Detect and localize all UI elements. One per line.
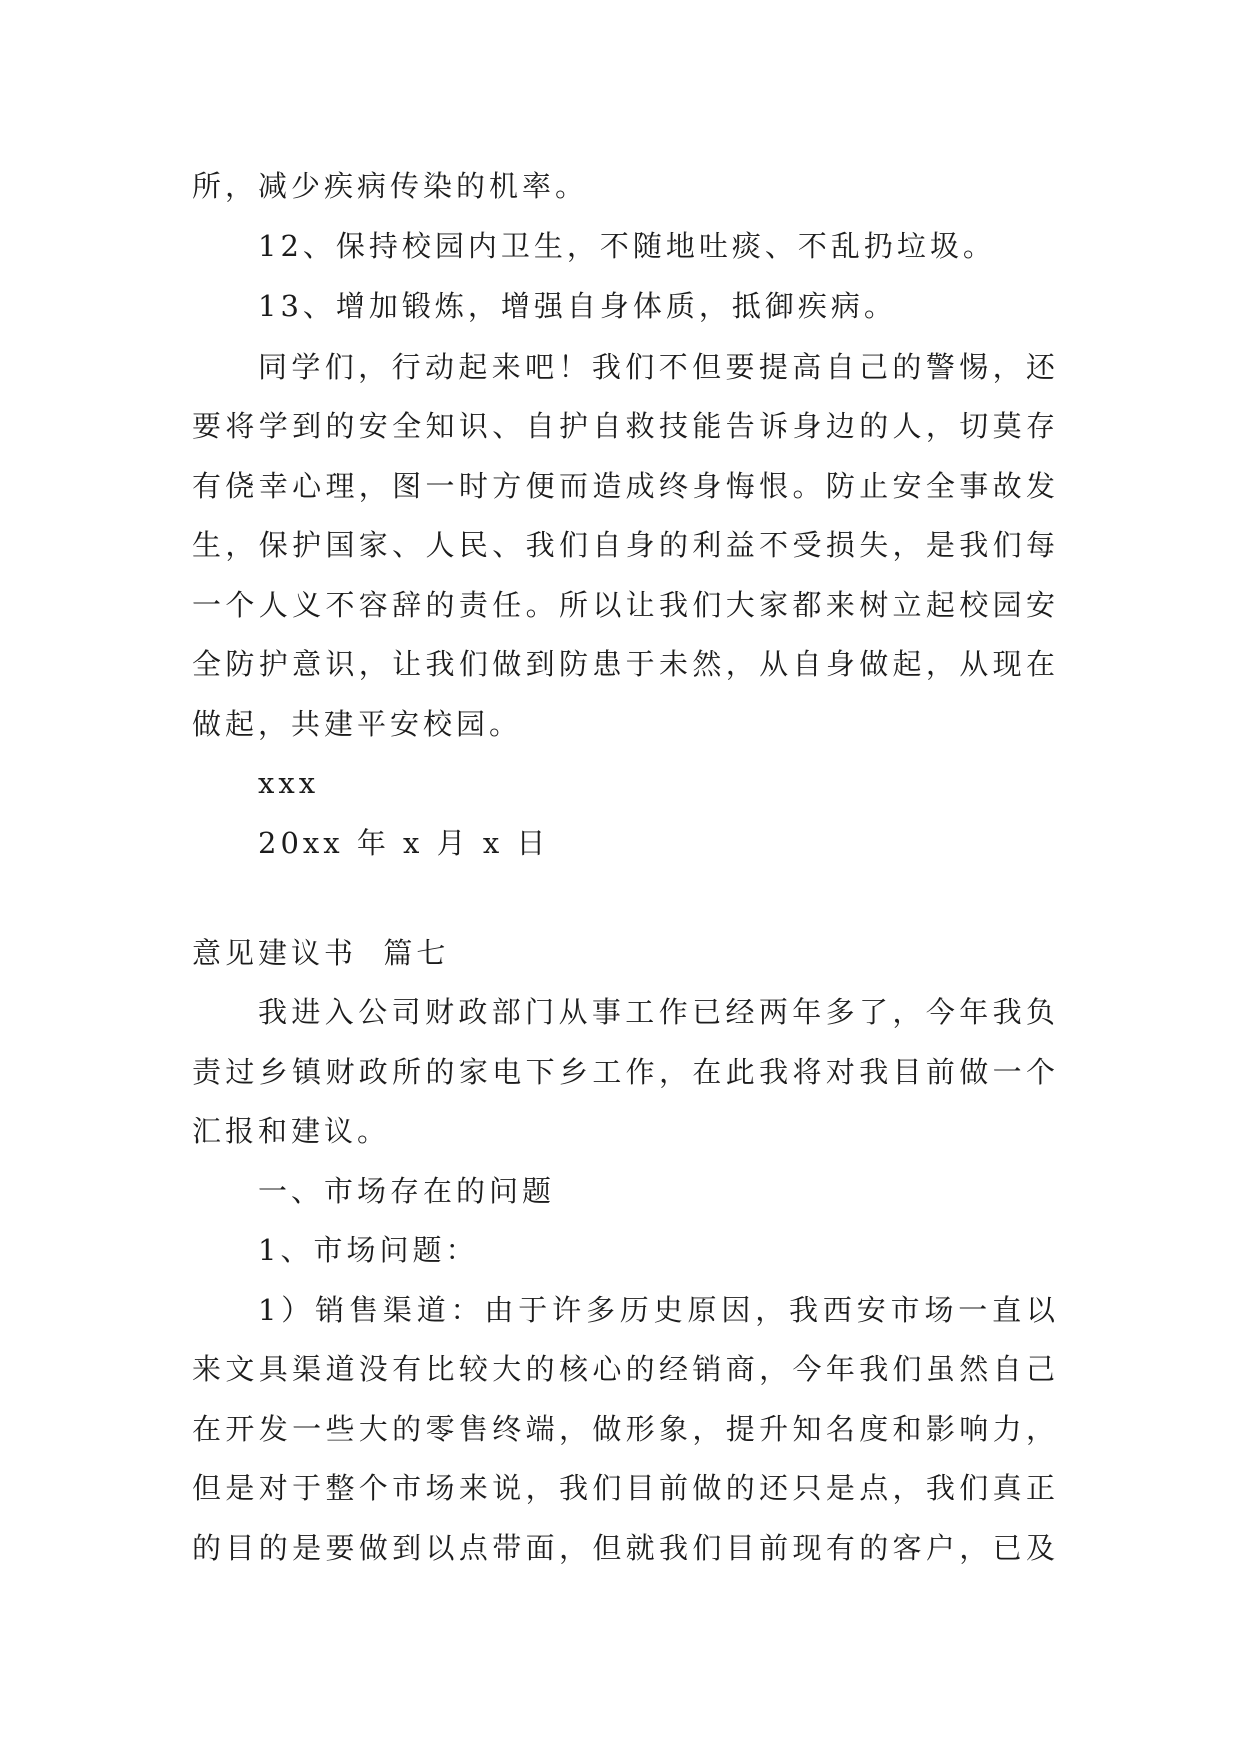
paragraph-line: 同学们，行动起来吧！我们不但要提高自己的警惕，还	[258, 350, 1055, 384]
paragraph-line: 1）销售渠道：由于许多历史原因，我西安市场一直以	[258, 1293, 1055, 1327]
paragraph-line: 来文具渠道没有比较大的核心的经销商，今年我们虽然自己	[192, 1352, 1055, 1386]
paragraph-line: 有侥幸心理，图一时方便而造成终身悔恨。防止安全事故发	[192, 469, 1055, 503]
section-title: 意见建议书 篇七	[192, 936, 450, 970]
subheading: 一、市场存在的问题	[258, 1174, 556, 1208]
paragraph-line: 我进入公司财政部门从事工作已经两年多了，今年我负	[258, 995, 1055, 1029]
paragraph-line: 要将学到的安全知识、自护自救技能告诉身边的人，切莫存	[192, 409, 1055, 443]
list-item: 12、保持校园内卫生，不随地吐痰、不乱扔垃圾。	[258, 229, 996, 263]
paragraph-line: 一个人义不容辞的责任。所以让我们大家都来树立起校园安	[192, 588, 1055, 622]
paragraph-line: 的目的是要做到以点带面，但就我们目前现有的客户，已及	[192, 1531, 1055, 1565]
paragraph-line: 全防护意识，让我们做到防患于未然，从自身做起，从现在	[192, 647, 1055, 681]
paragraph-line: 生，保护国家、人民、我们自身的利益不受损失，是我们每	[192, 528, 1055, 562]
paragraph-line: 汇报和建议。	[192, 1114, 391, 1148]
signature-name: xxx	[258, 766, 320, 800]
paragraph-line: 在开发一些大的零售终端，做形象，提升知名度和影响力，	[192, 1412, 1055, 1446]
paragraph-line: 所，减少疾病传染的机率。	[192, 169, 589, 203]
paragraph-line: 责过乡镇财政所的家电下乡工作，在此我将对我目前做一个	[192, 1055, 1055, 1089]
signature-date: 20xx 年 x 月 x 日	[258, 826, 550, 860]
sub-subheading: 1、市场问题：	[258, 1233, 479, 1267]
paragraph-line: 做起，共建平安校园。	[192, 707, 523, 741]
list-item: 13、增加锻炼，增强自身体质，抵御疾病。	[258, 289, 897, 323]
paragraph-line: 但是对于整个市场来说，我们目前做的还只是点，我们真正	[192, 1471, 1055, 1505]
